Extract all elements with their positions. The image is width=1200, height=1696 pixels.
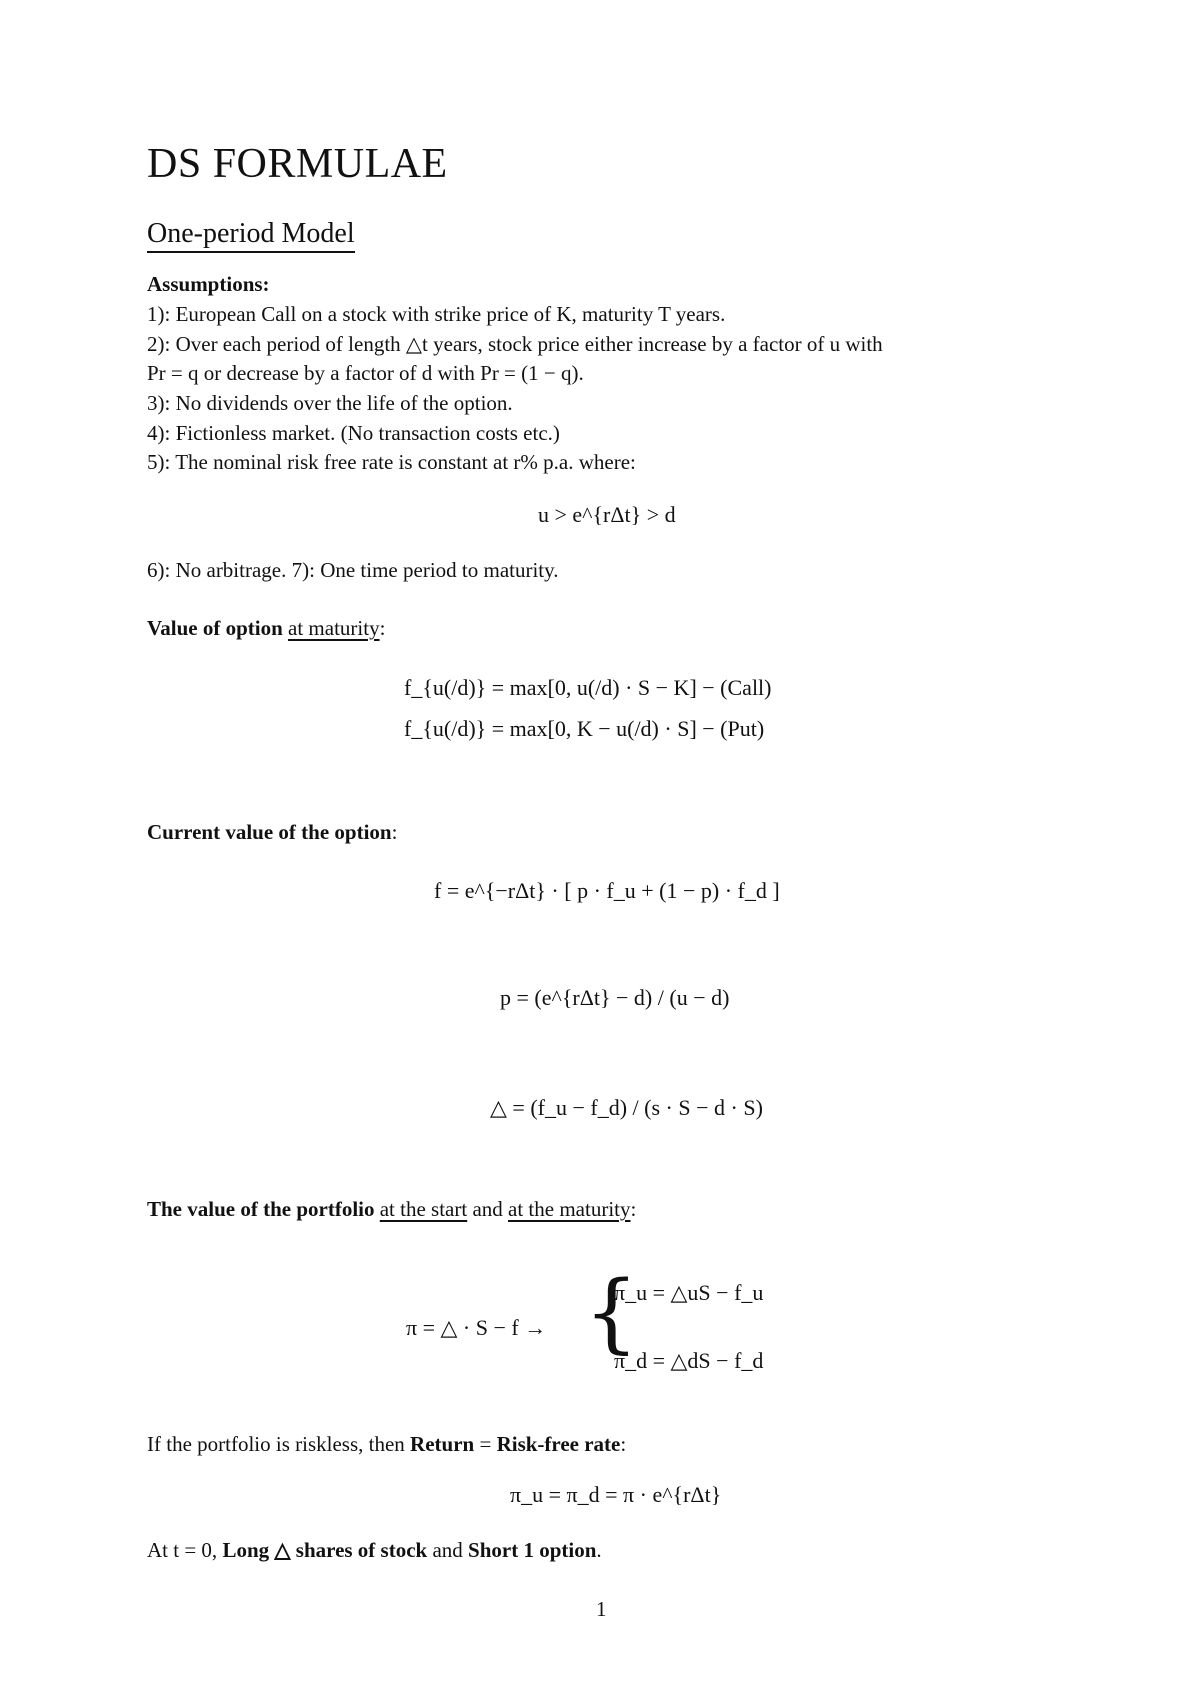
riskless-rate: Risk-free rate xyxy=(496,1432,621,1456)
call-payoff-equation: f_{u(/d)} = max[0, u(/d) · S − K] − (Call) xyxy=(404,675,772,700)
final-tail: . xyxy=(596,1538,602,1562)
portfolio-heading-bold: The value of the portfolio xyxy=(147,1197,375,1221)
option-value-equation: f = e^{−rΔt} · [ p · f_u + (1 − p) · f_d ] xyxy=(434,878,780,903)
risk-neutral-probability-equation: p = (e^{rΔt} − d) / (u − d) xyxy=(500,985,730,1010)
portfolio-down-equation: π_d = △dS − f_d xyxy=(614,1348,764,1373)
assumption-5: 5): The nominal risk free rate is constant at r% p.a. where: xyxy=(147,450,636,474)
page-title: DS FORMULAE xyxy=(147,141,448,187)
final-statement xyxy=(147,1538,602,1563)
portfolio-value-equation: π = △ · S − f → xyxy=(406,1315,547,1340)
assumption-2: 2): Over each period of length △t years, stock price either increase by a factor of u with xyxy=(147,332,883,356)
portfolio-heading-maturity: at the maturity xyxy=(508,1197,631,1221)
maturity-heading-bold: Value of option xyxy=(147,616,283,640)
final-short: Short 1 option xyxy=(468,1538,597,1562)
section-heading xyxy=(147,218,355,253)
assumption-6-7: 6): No arbitrage. 7): One time period to maturity. xyxy=(147,558,559,582)
assumption-1: 1): European Call on a stock with strike price of K, maturity T years. xyxy=(147,302,726,326)
final-text-a: At t = 0, xyxy=(147,1538,218,1562)
delta-equation: △ = (f_u − f_d) / (s · S − d · S) xyxy=(490,1095,763,1120)
riskless-tail: : xyxy=(620,1432,627,1456)
cases-brace-icon: { xyxy=(584,1263,639,1363)
maturity-heading xyxy=(147,616,385,641)
portfolio-heading-and: and xyxy=(472,1197,503,1221)
assumption-2-cont: Pr = q or decrease by a factor of d with Pr = (1 − q). xyxy=(147,361,584,385)
assumption-3: 3): No dividends over the life of the option. xyxy=(147,391,513,415)
riskless-text: If the portfolio is riskless, then xyxy=(147,1432,405,1456)
current-value-heading-bold: Current value of the option xyxy=(147,820,392,844)
rate-inequality: u > e^{rΔt} > d xyxy=(538,502,676,527)
maturity-heading-tail: : xyxy=(379,616,386,640)
portfolio-heading xyxy=(147,1197,636,1222)
current-value-heading xyxy=(147,820,397,845)
portfolio-heading-start: at the start xyxy=(379,1197,468,1221)
page-number: 1 xyxy=(596,1597,607,1621)
riskless-equation: π_u = π_d = π · e^{rΔt} xyxy=(510,1482,722,1507)
portfolio-heading-tail: : xyxy=(630,1197,637,1221)
section-heading-text: One-period Model xyxy=(147,218,355,253)
riskless-statement xyxy=(147,1432,626,1457)
final-text-b: and xyxy=(432,1538,463,1562)
portfolio-up-equation: π_u = △uS − f_u xyxy=(614,1280,764,1305)
current-value-heading-tail: : xyxy=(391,820,398,844)
riskless-equals: = xyxy=(479,1432,492,1456)
maturity-heading-underline: at maturity xyxy=(288,616,380,640)
put-payoff-equation: f_{u(/d)} = max[0, K − u(/d) · S] − (Put) xyxy=(404,716,765,741)
riskless-return: Return xyxy=(410,1432,475,1456)
final-long: Long △ shares of stock xyxy=(222,1538,428,1562)
assumption-4: 4): Fictionless market. (No transaction costs etc.) xyxy=(147,421,560,445)
assumptions-heading: Assumptions: xyxy=(147,272,270,296)
